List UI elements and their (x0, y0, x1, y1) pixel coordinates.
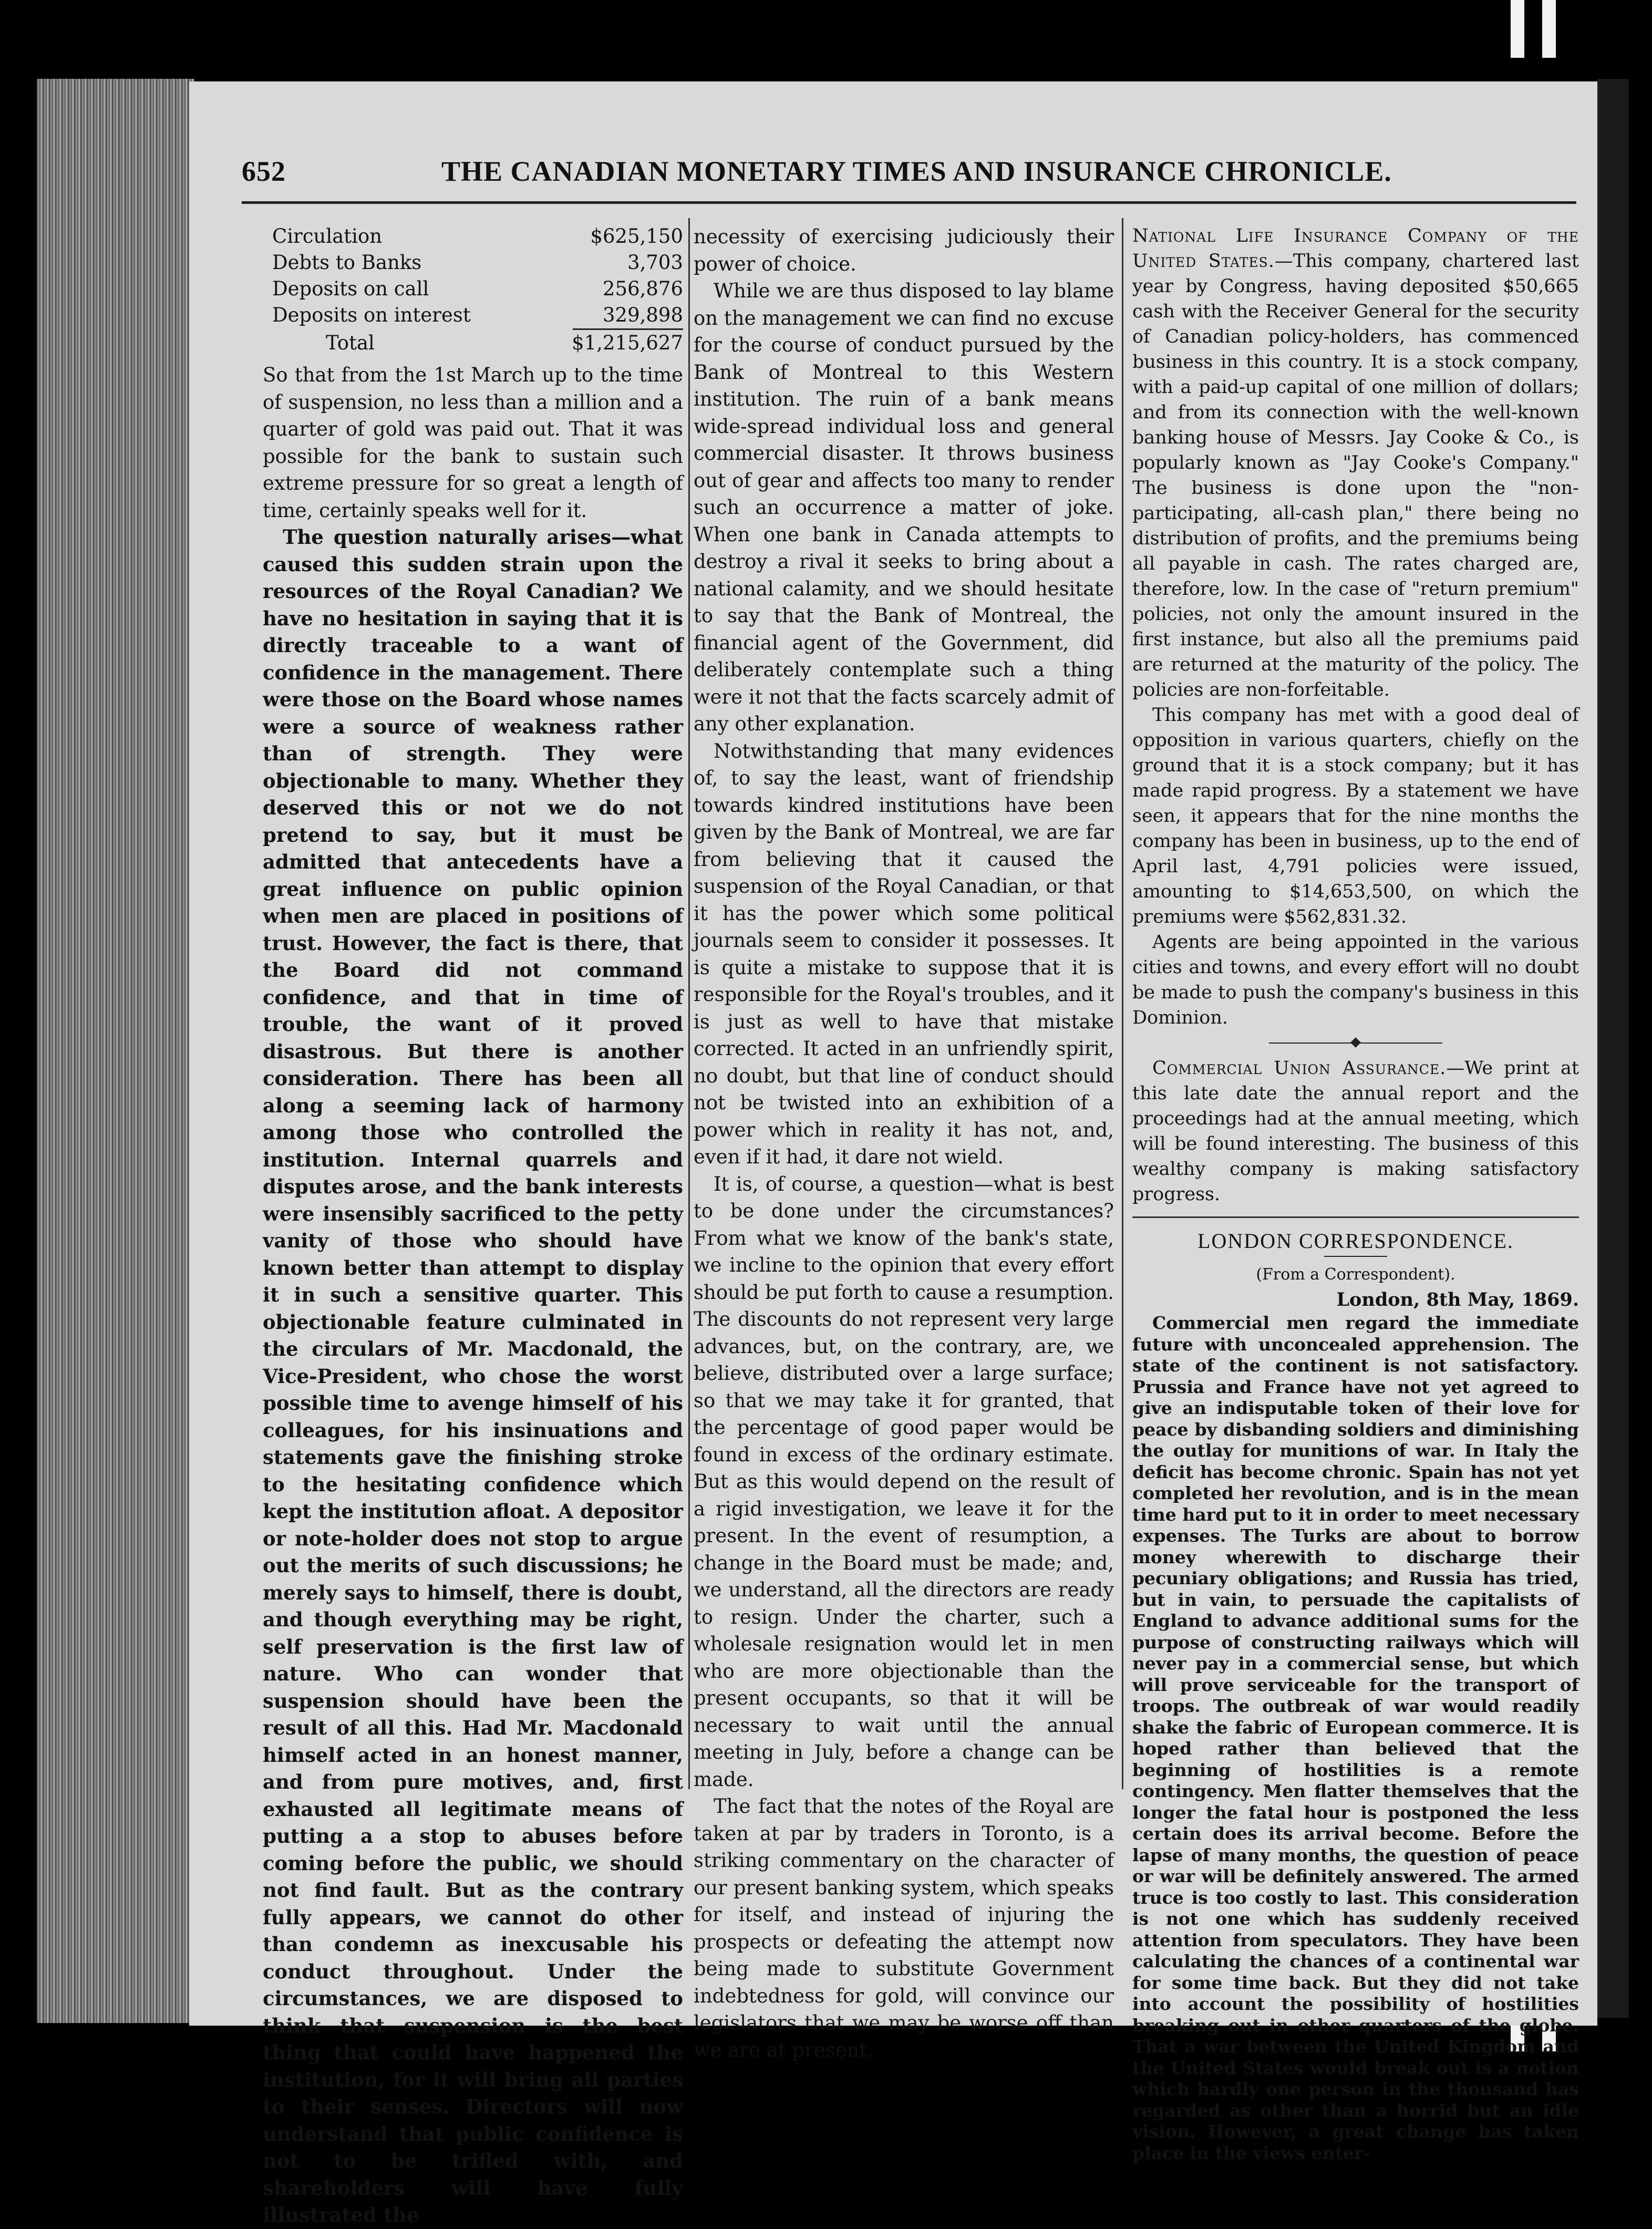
table-row (263, 276, 683, 302)
paragraph: Notwithstanding that many evidences of, to say the least, want of friendship towards kindred institutions have been given by the Bank of Montreal, we are far from believing that it caused the suspension of the Royal Canadian, or that it has the power which some political journals seem to consider it possesses. It is quite a mistake to suppose that it is responsible for the Royal's troubles, and it is just as well to have that mistake corrected. It acted in an unfriendly spirit, no doubt, but that line of conduct should not be twisted into an exhibition of a power which in reality it has not, and, even if it had, it dare not wield. (694, 739, 1114, 1168)
film-mark-top (1511, 0, 1524, 58)
dateline: London, 8th May, 1869. (1336, 1289, 1579, 1310)
article-heading: National Life Insurance Company of the United States. (1132, 225, 1579, 272)
article-text: —We print at this late date the annual report and the proceedings had at the annual meeting, which will be found interesting. The business of this wealthy company is making satisfactory progress. (1132, 1058, 1579, 1205)
paragraph: It is, of course, a question—what is best to be done under the circumstances? From what we know of the bank's state, we incline to the opinion that every effort should be put forth to cause a resumption. The discounts do not represent very large advances, but, on the contrary, are, we believe, distributed over a large surface; so that we may take it for granted, that the percentage of good paper would be found in excess of the ordinary estimate. But as this would depend on the result of a rigid investigation, we leave it for the present. In the event of resumption, a change in the Board must be made; and, we understand, all the directors are ready to resign. Under the charter, such a wholesale resignation would let in men who are more objectionable than the present occupants, so that it will be necessary to wait until the annual meeting in July, before a change can be made. (694, 1172, 1114, 1791)
facing-page-edge (1597, 79, 1629, 2018)
article-text: —This company, chartered last year by Congress, having deposited $50,665 cash with the Receiver General for the security of Canadian policy-holders, has commenced business in this country. It is a stock company, with a paid-up capital of one million of dollars; and from its connection with the well-known banking house of Messrs. Jay Cooke & Co., is popularly known as "Jay Cooke's Company." The business is done upon the "non-participating, all-cash plan," there being no distribution of profits, and the premiums being all payable in cash. The rates charged are, therefore, low. In the case of "return premium" policies, not only the amount insured in the first instance, but also all the premiums paid are returned at the maturity of the policy. The policies are non-forfeitable. (1132, 251, 1579, 700)
total-row (263, 330, 683, 356)
film-mark-top (1542, 0, 1556, 58)
header-rule (242, 201, 1576, 204)
paragraph: The question naturally arises—what caused this sudden strain upon the resources of the Royal Canadian? We have no hesitation in saying that it is directly traceable to a want of confidence in the management. There were those on the Board whose names were a source of weakness rather than of strength. They were objectionable to many. Whether they deserved this or not we do not pretend to say, but it must be admitted that antecedents have a great influence on public opinion when men are placed in positions of trust. However, the fact is there, that the Board did not command confidence, and that in time of trouble, the want of it proved disastrous. But there is another consideration. There has been all along a seeming lack of harmony among those who controlled the institution. Internal quarrels and disputes arose, and the bank interests were insensibly sacrificed to the petty vanity of those who should have known better than attempt to display it in such a sensitive quarter. This objectionable feature culminated in the circulars of Mr. Macdonald, the Vice-President, who chose the worst possible time to avenge himself of his colleagues, for his insinuations and statements gave the finishing stroke to the hesitating confidence which kept the institution afloat. A depositor or note-holder does not stop to argue out the merits of such discussions; he merely says to himself, there is doubt, and though everything may be right, self preservation is the first law of nature. Who can wonder that suspension should have been the result of all this. Had Mr. Macdonald himself acted in an honest manner, and from pure motives, and, first exhausted all legitimate means of putting a a stop to abuses before coming before the public, we should not find fault. But as the contrary fully appears, we cannot do other than condemn as inexcusable his conduct throughout. Under the circumstances, we are disposed to think that suspension is the best thing that could have happened the institution, for it will bring all parties to their senses. Directors will now understand that public confidence is not to be trifled with, and shareholders will have fully illustrated the (263, 525, 683, 2226)
newspaper-page (189, 81, 1597, 2226)
row-label: Debts to Banks (272, 251, 422, 274)
row-label: Deposits on call (272, 277, 429, 300)
article-heading: Commercial Union Assurance. (1152, 1058, 1447, 1079)
page-number: 652 (242, 156, 286, 187)
paragraph: The fact that the notes of the Royal are taken at par by traders in Toronto, is a striking commentary on the character of our present banking system, which speaks for itself, and instead of injuring the prospects or defeating the attempt now being made to substitute Government indebtedness for gold, will convince our legislators that we may be worse off than we are at present. (694, 1795, 1114, 2061)
section-rule (1132, 1216, 1579, 1218)
byline: (From a Correspondent). (1256, 1265, 1455, 1284)
row-value: 256,876 (602, 277, 683, 300)
column-rule (1122, 218, 1123, 1789)
publication-title: THE CANADIAN MONETARY TIMES AND INSURANCE CHRONICLE. (441, 156, 1392, 187)
row-label: Deposits on interest (272, 304, 471, 326)
total-label: Total (326, 332, 375, 354)
table-row (263, 223, 683, 250)
bank-statement-table (263, 223, 683, 356)
paragraph: necessity of exercising judiciously their power of choice. (694, 225, 1114, 275)
row-value: 3,703 (627, 251, 683, 274)
book-binding-edge (37, 79, 194, 2023)
section-divider (1132, 1038, 1579, 1048)
total-value: $1,215,627 (572, 332, 683, 354)
paragraph: This company has met with a good deal of opposition in various quarters, chiefly on the ground that it is a stock company; but it has made rapid progress. By a statement we have seen, it appears that for the nine months the company has been in business, up to the end of April last, 4,791 policies were issued, amounting to $14,653,500, on which the premiums were $562,831.32. (1132, 705, 1579, 927)
row-value: 329,898 (602, 304, 683, 326)
title-rule (1324, 1256, 1387, 1257)
row-label: Circulation (272, 225, 383, 247)
paragraph: So that from the 1st March up to the time of suspension, no less than a million and a quarter of gold was paid out. That it was possible for the bank to sustain such extreme pressure for so great a length of time, certainly speaks well for it. (263, 364, 683, 522)
article-commercial-union (1132, 1056, 1579, 1207)
row-value: $625,150 (590, 225, 683, 247)
column-3 (1132, 223, 1579, 2164)
article-national-life (1132, 223, 1579, 703)
table-row (263, 302, 683, 328)
paragraph: Agents are being appointed in the various cities and towns, and every effort will no doubt be made to push the company's business in this Dominion. (1132, 932, 1579, 1028)
table-row (263, 250, 683, 276)
column-rule (688, 218, 690, 1789)
section-title: LONDON CORRESPONDENCE. (1197, 1229, 1514, 1253)
paragraph: Commercial men regard the immediate future with unconcealed apprehension. The state of the continent is not satisfactory. Prussia and France have not yet agreed to give an indisputable token of their love for peace by disbanding soldiers and diminishing the outlay for munitions of war. In Italy the deficit has become chronic. Spain has not yet completed her revolution, and is in the mean time hard put to it in order to meet necessary expenses. The Turks are about to borrow money wherewith to discharge their pecuniary obligations; and Russia has tried, but in vain, to persuade the capitalists of England to advance additional sums for the purpose of constructing railways which will never pay in a commercial sense, but which will prove serviceable for the transport of troops. The outbreak of war would readily shake the fabric of European commerce. It is hoped rather than believed that the beginning of hostilities is a remote contingency. Men flatter themselves that the longer the fatal hour is postponed the less certain does its arrival become. Before the lapse of many months, the question of peace or war will be definitely answered. The armed truce is too costly to last. This consideration is not one which has suddenly received attention from speculators. They have been calculating the chances of a continental war for some time back. But they did not take into account the possibility of hostilities breaking out in other quarters of the globe. That a war between the United Kingdom and the United States would break out is a notion which hardly one person in the thousand has regarded as other than a horrid but an idle vision. However, a great change has taken place in the views enter- (1132, 1313, 1579, 2163)
column-1 (263, 223, 683, 2229)
paragraph: While we are thus disposed to lay blame on the management we can find no excuse for the course of conduct pursued by the Bank of Montreal to this Western institution. The ruin of a bank means wide-spread individual loss and general commercial disaster. It throws business out of gear and affects too many to render such an occurrence a matter of joke. When one bank in Canada attempts to destroy a rival it seeks to bring about a national calamity, and we should hesitate to say that the Bank of Montreal, the financial agent of the Government, did deliberately contemplate such a thing were it not that the facts scarcely admit of any other explanation. (694, 280, 1114, 735)
column-2 (694, 223, 1114, 2063)
